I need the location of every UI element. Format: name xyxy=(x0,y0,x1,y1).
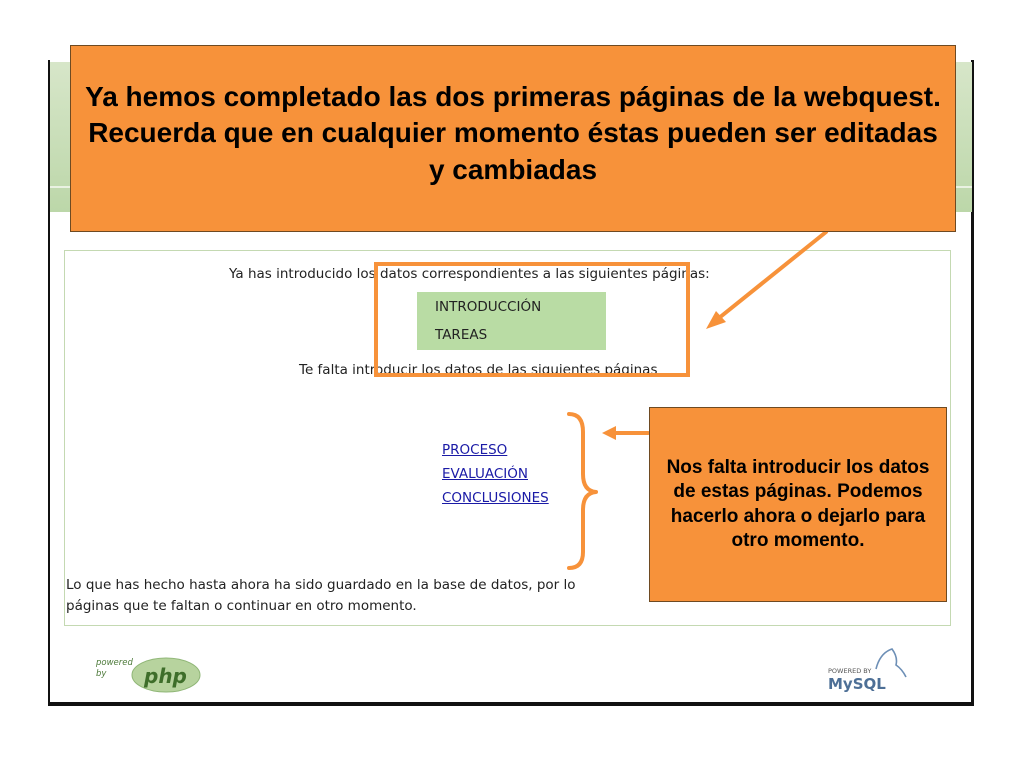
svg-text:MySQL: MySQL xyxy=(828,675,886,693)
svg-text:POWERED BY: POWERED BY xyxy=(828,667,872,675)
missing-pages-text: Te falta introducir los datos de las siguientes páginas xyxy=(299,362,658,378)
callout-top: Ya hemos completado las dos primeras páginas de la webquest. Recuerda que en cualquier momento éstas pueden ser editadas y cambiadas xyxy=(70,45,956,232)
svg-text:by: by xyxy=(96,669,107,679)
saved-text-line2: páginas que te faltan o continuar en otro momento. xyxy=(66,598,417,614)
link-evaluacion[interactable]: EVALUACIÓN xyxy=(442,466,528,482)
svg-text:powered: powered xyxy=(96,658,133,668)
saved-text-line1: Lo que has hecho hasta ahora ha sido guardado en la base de datos, por lo xyxy=(66,577,576,593)
completed-page-item: INTRODUCCIÓN xyxy=(435,299,542,315)
completed-page-item: TAREAS xyxy=(435,327,488,343)
mysql-logo xyxy=(826,645,912,693)
link-conclusiones[interactable]: CONCLUSIONES xyxy=(442,490,549,506)
callout-right: Nos falta introducir los datos de estas páginas. Podemos hacerlo ahora o dejarlo para otro momento. xyxy=(649,407,947,602)
svg-text:php: php xyxy=(144,664,187,688)
highlight-rectangle xyxy=(374,262,690,377)
php-logo xyxy=(94,655,204,695)
link-proceso[interactable]: PROCESO xyxy=(442,442,508,458)
intro-text: Ya has introducido los datos correspondientes a las siguientes páginas: xyxy=(229,266,710,282)
